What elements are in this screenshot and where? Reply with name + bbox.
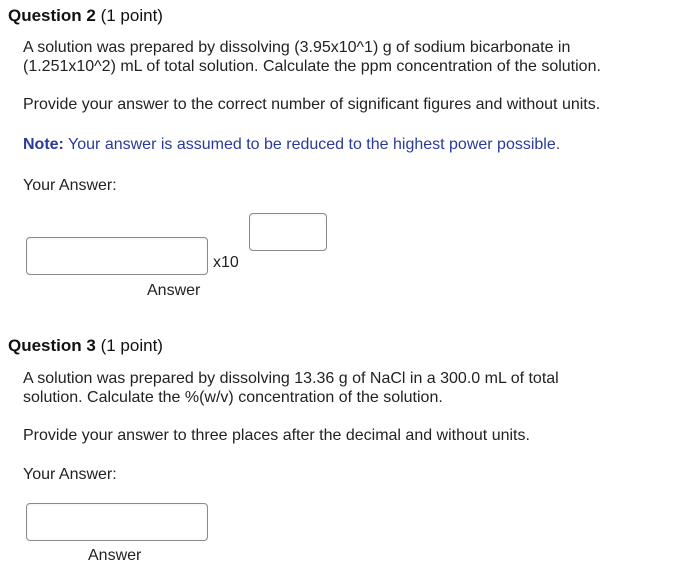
question-3-instruction: Provide your answer to three places after the decimal and without units. xyxy=(23,427,530,444)
question-3-points: (1 point) xyxy=(100,336,163,355)
question-3-text-line-2: solution. Calculate the %(w/v) concentration of the solution. xyxy=(23,389,443,406)
question-2-answer-caption: Answer xyxy=(147,282,201,299)
question-2-note-label: Note: xyxy=(23,136,64,153)
question-2-points: (1 point) xyxy=(100,6,163,25)
question-3-your-answer-label: Your Answer: xyxy=(23,466,117,483)
question-3-answer-input[interactable] xyxy=(26,503,208,541)
question-2-your-answer-label: Your Answer: xyxy=(23,177,117,194)
question-2-heading xyxy=(8,6,163,26)
question-3-text-line-1: A solution was prepared by dissolving 13.36 g of NaCl in a 300.0 mL of total xyxy=(23,370,559,387)
question-2-text-line-1: A solution was prepared by dissolving (3.95x10^1) g of sodium bicarbonate in xyxy=(23,39,571,56)
question-2-exponent-input[interactable] xyxy=(249,213,327,251)
question-2-number: Question 2 xyxy=(8,6,96,25)
question-2-note xyxy=(23,135,560,155)
question-3-heading xyxy=(8,336,163,356)
question-3-answer-caption: Answer xyxy=(88,547,142,564)
question-2-note-text: Your answer is assumed to be reduced to the highest power possible. xyxy=(63,136,561,153)
question-2-instruction: Provide your answer to the correct number of significant figures and without units. xyxy=(23,96,601,113)
question-3-number: Question 3 xyxy=(8,336,96,355)
times-ten-label: x10 xyxy=(213,254,239,271)
question-2-text-line-2: (1.251x10^2) mL of total solution. Calculate the ppm concentration of the solution. xyxy=(23,58,601,75)
question-2-mantissa-input[interactable] xyxy=(26,237,208,275)
